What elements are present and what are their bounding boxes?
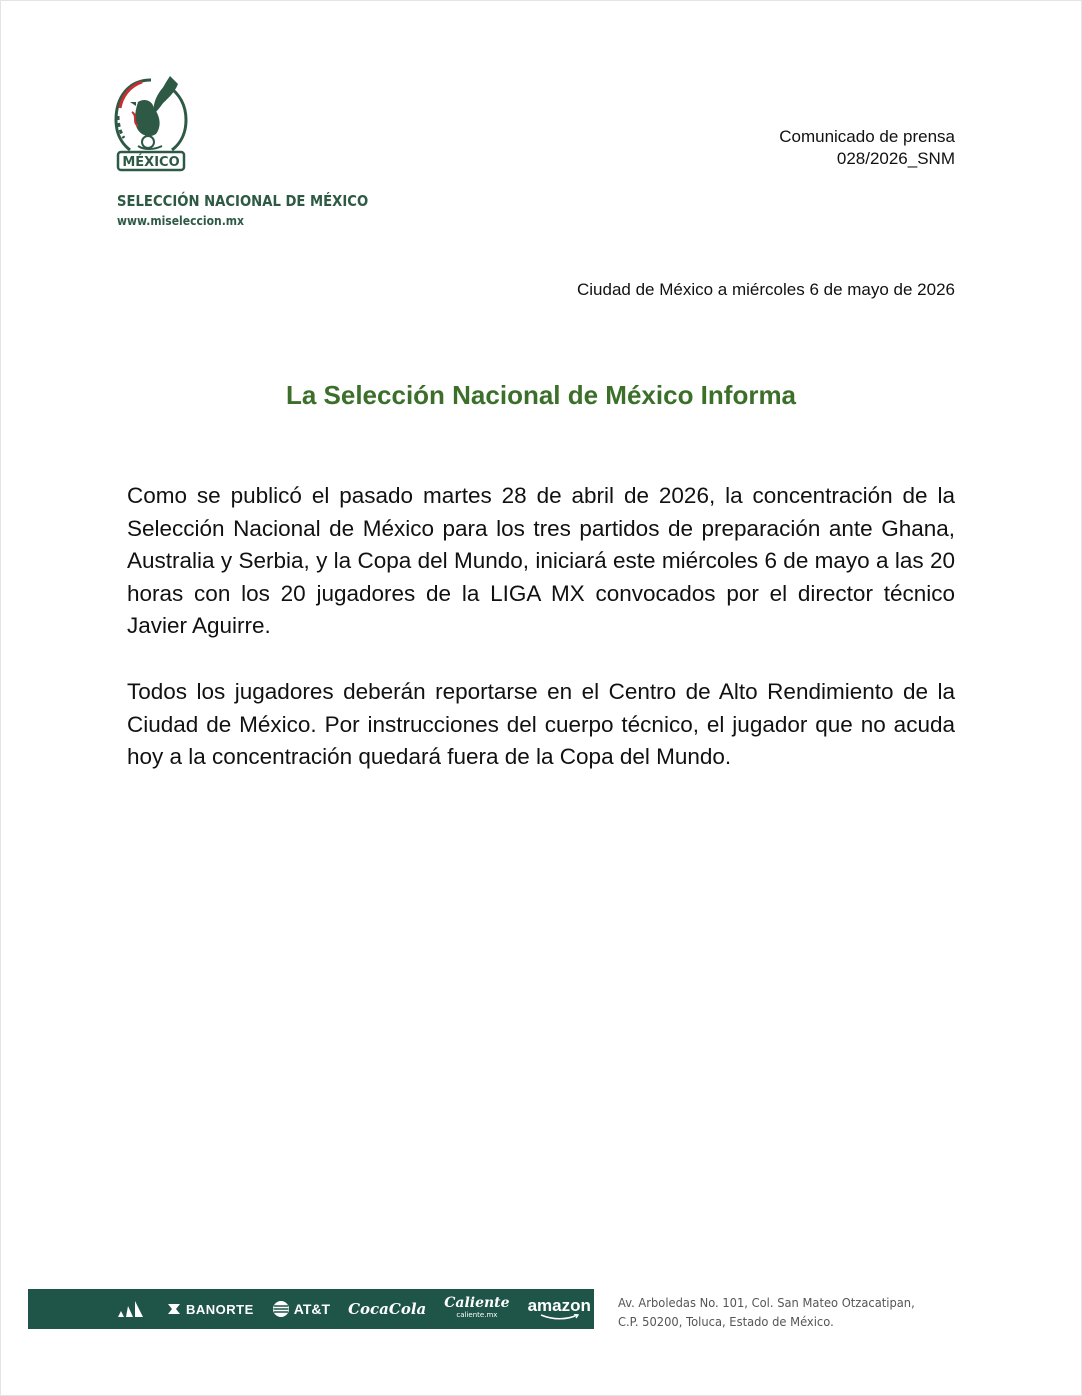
press-release-info [779,126,955,170]
sponsor-caliente-label: Caliente [444,1295,510,1311]
press-release-number: 028/2026_SNM [836,149,955,168]
sponsor-amazon-label: amazon [527,1296,591,1315]
body-paragraph: Todos los jugadores deberán reportarse en el Centro de Alto Rendimiento de la Ciudad de México. Por instrucciones del cuerpo técnico, el jugador que no acuda hoy a la concentración quedará fuera de la Copa del Mundo. [127,679,955,769]
dateline: Ciudad de México a miércoles 6 de mayo de 2026 [577,280,955,299]
press-release-label: Comunicado de prensa [779,127,955,146]
body-paragraph: Como se publicó el pasado martes 28 de abril de 2026, la concentración de la Selección Nacional de México para los tres partidos de preparación ante Ghana, Australia y Serbia, y la Copa del Mundo, iniciará este miércoles 6 de mayo a las 20 horas con los 20 jugadores de la LIGA MX convocados por el director técnico Javier Aguirre. [127,483,955,638]
sponsor-caliente [444,1297,509,1321]
organization-website[interactable]: www.miseleccion.mx [117,214,245,228]
sponsor-amazon [528,1298,591,1320]
sponsor-banorte-label: BANORTE [186,1301,254,1317]
sponsor-att [272,1300,330,1318]
amazon-smile-icon [537,1314,581,1320]
sponsor-banorte [166,1302,254,1317]
banorte-logo-icon [166,1302,182,1316]
att-globe-icon [272,1300,290,1318]
sponsor-att-label: AT&T [293,1301,331,1317]
adidas-logo-icon [116,1299,148,1319]
address-line-2: C.P. 50200, Toluca, Estado de México. [618,1314,834,1329]
sponsor-adidas [116,1299,148,1319]
sponsor-band [28,1289,594,1329]
headline: La Selección Nacional de México Informa [285,380,797,410]
address-line-1: Av. Arboledas No. 101, Col. San Mateo Otzacatipan, [618,1295,915,1310]
sponsor-caliente-url: caliente.mx [456,1311,498,1319]
organization-name: SELECCIÓN NACIONAL DE MÉXICO [117,192,369,210]
federation-crest-logo [108,72,194,176]
sponsor-cocacola: CocaCola [348,1300,427,1318]
footer-address [618,1293,915,1331]
logo-wordmark: MÉXICO [122,155,180,170]
